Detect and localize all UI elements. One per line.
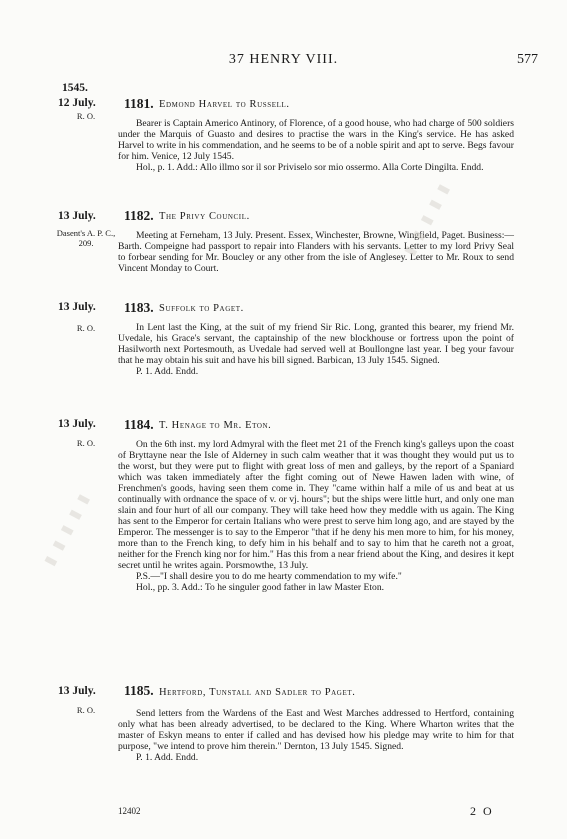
running-header: 37 HENRY VIII. — [228, 52, 339, 67]
entry-body — [118, 439, 514, 593]
entry-note: Hol., p. 1. Add.: Allo illmo sor il sor Priviselo sor mio ossermo. Alla Corte Dingilta. Endd. — [136, 162, 484, 173]
entry-source: R. O. — [76, 705, 96, 715]
entry-number: 1182. — [124, 208, 154, 223]
entry-number: 1181. — [124, 96, 154, 111]
entry-source: Dasent's A. P. C., 209. — [56, 228, 116, 248]
entry-title: T. Henage to Mr. Eton. — [159, 420, 272, 431]
entry-date: 13 July. — [58, 685, 96, 697]
entry-date: 12 July. — [58, 97, 96, 109]
entry-paragraph: Meeting at Ferneham, 13 July. Present. Essex, Winchester, Browne, Wingfield, Paget. Business:—Barth. Compeigne had passport to repair into Flanders with his servants. Letter to my lord Privy Seal to forbear sending for Mr. Boucley or any other from the isle of Anglesey. Letter to Mr. Roux to send Vincent Monday to Court. — [118, 230, 514, 274]
entry-source: R. O. — [76, 438, 96, 448]
entry-paragraph: In Lent last the King, at the suit of my friend Sir Ric. Long, granted this bearer, my friend Mr. Uvedale, his Grace's servant, the captainship of the new blockhouse or fortress upon the point of Hasilworth next Portesmouth, as Uvedale had served well at Boullongne last year. I beg your favour that he may obtain his suit and have his bill signed. Barbican, 13 July 1545. Signed. — [118, 322, 514, 366]
signature-mark: 2 O — [470, 804, 494, 818]
printer-signature: 12402 — [118, 806, 141, 816]
entry-date: 13 July. — [58, 301, 96, 313]
page-number: 577 — [517, 52, 538, 67]
watermark-left: ▮ ▮ ▮ ▮ ▮ — [40, 489, 94, 569]
entry-body — [118, 708, 514, 763]
entry-body — [118, 230, 514, 274]
entry-source: R. O. — [76, 323, 96, 333]
entry-date: 13 July. — [58, 418, 96, 430]
entry-note: P. 1. Add. Endd. — [136, 752, 199, 763]
entry-number: 1183. — [124, 300, 154, 315]
entry-note: Hol., pp. 3. Add.: To he singuler good father in law Master Eton. — [136, 582, 385, 593]
entry-title: Edmond Harvel to Russell. — [159, 99, 290, 110]
entry-paragraph: On the 6th inst. my lord Admyral with the fleet met 21 of the French king's galleys upon the coast of Bryttayne near the Isle of Alderney in such calm weather that it was thought they would put us to the worst, but they were put to flight with great loss of men and galleys, by the report of a Spaniard which was taken immediately after the fight coming out of Newe Hawen laden with wine, of Frenchmen's goods, having seen them come in. They "came within half a mile of us and beat at us continually with ordnance the space of v. or vj. hours"; but the ships were little hurt, and only one man slain and four hurt of all our company. They will take heed how they meddle with us again. The King has sent to the Emperor for certain Italians who were prest to serve him long ago, and are stayed by the Emperor. The messenger is to say to the Emperor "that if he deny his men more to him, for his money, more than to the French king, to defy him in his behalf and to say to him that he careth not a groat, neither for the French king nor for him." Has this from a near friend about the King, and desires it kept secret until he writes again. Porsmowthe, 13 July. — [118, 439, 514, 571]
margin-year: 1545. — [62, 82, 88, 94]
entry-date: 13 July. — [58, 210, 96, 222]
watermark-right: ▮ ▮ ▮ ▮ ▮ — [400, 179, 454, 259]
entry-source: R. O. — [76, 111, 96, 121]
entry-title: The Privy Council. — [159, 211, 250, 222]
entry-number: 1185. — [124, 683, 154, 698]
entry-body — [118, 322, 514, 377]
entry-number: 1184. — [124, 417, 154, 432]
entry-note: P. 1. Add. Endd. — [136, 366, 199, 377]
entry-title: Hertford, Tunstall and Sadler to Paget. — [159, 687, 356, 698]
entry-body — [118, 118, 514, 173]
entry-paragraph: Bearer is Captain Americo Antinory, of Florence, of a good house, who had charge of 500 soldiers under the Marquis of Guasto and desires to practise the wars in the King's service. He has asked Harvel to write in his commendation, and he seems to be of a noble spirit and apt to serve. Begs favour for him. Venice, 12 July 1545. — [118, 118, 514, 162]
entry-postscript: P.S.—"I shall desire you to do me hearty commendation to my wife." — [136, 571, 402, 582]
entry-title: Suffolk to Paget. — [159, 303, 244, 314]
entry-paragraph: Send letters from the Wardens of the East and West Marches addressed to Hertford, containing only what has been already advertised, to be declared to the King. Where Wharton writes that the master of Eskyn means to enter if called and has devised how his pledge may write to him for that purpose, "we intend to prove him therein." Dernton, 13 July 1545. Signed. — [118, 708, 514, 752]
